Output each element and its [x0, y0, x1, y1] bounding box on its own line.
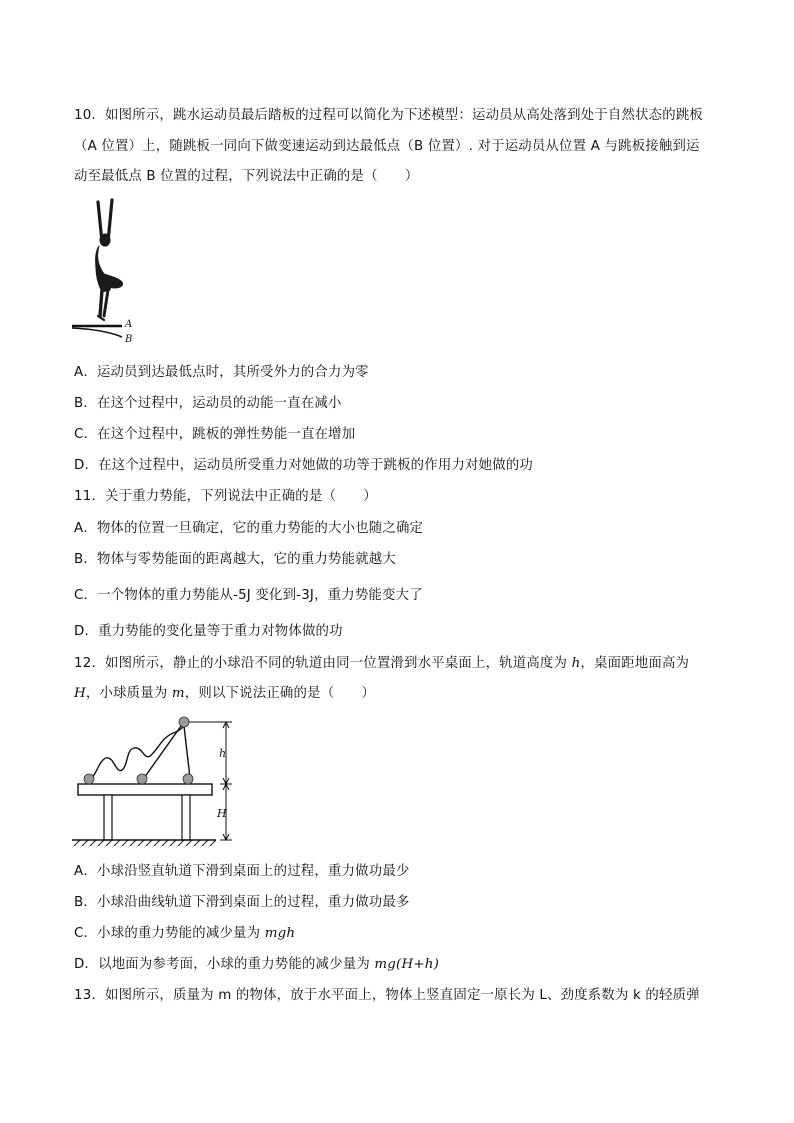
q12-stem-line-1: [74, 656, 689, 672]
curved-track: [92, 726, 184, 778]
q11-option-b[interactable]: B．物体与零势能面的距离越大，它的重力势能就越大: [74, 552, 396, 567]
q12-option-c[interactable]: [74, 926, 295, 942]
q11-stem: 11．关于重力势能，下列说法中正确的是（ ）: [74, 489, 377, 504]
q12-stem-text-4: ，则以下说法正确的是（ ）: [184, 686, 376, 701]
label-a: A: [125, 319, 133, 330]
q11-option-a[interactable]: A．物体的位置一旦确定，它的重力势能的大小也随之确定: [74, 521, 424, 536]
q10-stem-line-2: （A 位置）上，随跳板一同向下做变速运动到达最低点（B 位置）. 对于运动员从位置 A 与跳板接触到运: [74, 139, 700, 154]
springboard-position-b: [72, 328, 122, 337]
q13-stem: 13．如图所示，质量为 m 的物体，放于水平面上，物体上竖直固定一原长为 L、劲度系数为 k 的轻质弹: [74, 988, 700, 1003]
expr-mgh: mgh: [264, 926, 296, 941]
q10-option-d[interactable]: D．在这个过程中，运动员所受重力对她做的功等于跳板的作用力对她做的功: [74, 458, 533, 473]
q10-option-c[interactable]: C．在这个过程中，跳板的弹性势能一直在增加: [74, 427, 356, 442]
q12-stem-text-1: 12．如图所示，静止的小球沿不同的轨道由同一位置滑到水平桌面上，轨道高度为: [74, 656, 572, 671]
label-h: h: [219, 747, 227, 760]
var-m: m: [171, 686, 185, 701]
q12-option-d-text: D．以地面为参考面，小球的重力势能的减少量为: [74, 957, 375, 972]
vertical-track: [184, 726, 190, 778]
q12-option-d[interactable]: [74, 957, 439, 973]
label-H: H: [217, 807, 227, 820]
tabletop: [78, 784, 212, 795]
q12-stem-line-2: [74, 686, 375, 702]
q12-option-a[interactable]: A．小球沿竖直轨道下滑到桌面上的过程，重力做功最少: [74, 864, 410, 879]
q12-stem-text-2: ，桌面距地面高为: [580, 656, 690, 671]
diver-silhouette: [96, 200, 123, 320]
var-h: h: [571, 656, 581, 671]
balls: [84, 717, 193, 784]
q10-stem-line-1: 10．如图所示，跳水运动员最后踏板的过程可以简化为下述模型：运动员从高处落到处于自然状态的跳板: [74, 108, 704, 123]
diver-on-springboard-figure: [66, 196, 150, 348]
expr-mg-H-plus-h: mg(H+h): [374, 957, 440, 972]
ball-track-table-figure: [66, 712, 246, 846]
q11-option-c[interactable]: C．一个物体的重力势能从-5J 变化到-3J，重力势能变大了: [74, 588, 423, 603]
q12-option-c-text: C．小球的重力势能的减少量为: [74, 926, 265, 941]
q12-stem-text-3: ，小球质量为: [85, 686, 172, 701]
var-H: H: [74, 686, 86, 701]
q11-option-d[interactable]: D．重力势能的变化量等于重力对物体做的功: [74, 624, 343, 639]
q10-option-b[interactable]: B．在这个过程中，运动员的动能一直在减小: [74, 396, 342, 411]
q10-stem-line-3: 动至最低点 B 位置的过程，下列说法中正确的是（ ）: [74, 169, 419, 184]
inclined-track: [144, 726, 181, 778]
q12-option-b[interactable]: B．小球沿曲线轨道下滑到桌面上的过程，重力做功最多: [74, 895, 410, 910]
label-b: B: [125, 334, 133, 345]
q10-option-a[interactable]: A．运动员到达最低点时，其所受外力的合力为零: [74, 365, 369, 380]
